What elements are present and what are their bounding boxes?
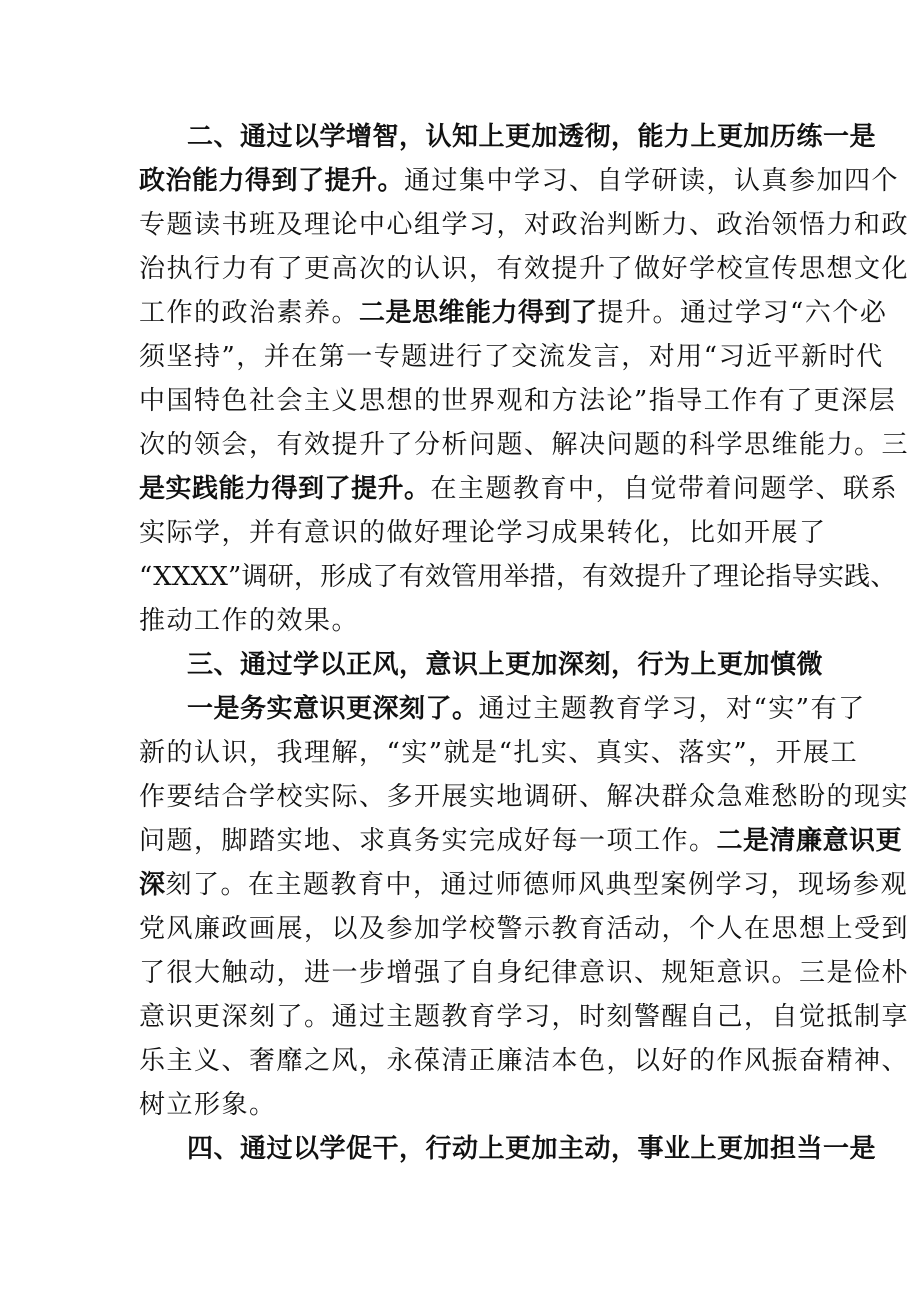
bold-phrase: 二是清廉意识更 [716,826,903,856]
body-text: 治执行力有了更高次的认识，有效提升了做好学校宣传思想文化 [139,254,910,284]
body-text: 专题读书班及理论中心组学习，对政治判断力、政治领悟力和政 [139,210,910,240]
body-text: “XXXX”调研，形成了有效管用举措，有效提升了理论指导实践、 [139,562,897,592]
body-text: 乐主义、奢靡之风，永葆清正廉洁本色，以好的作风振奋精神、 [139,1046,910,1076]
text-line [139,819,903,863]
text-line [139,555,897,599]
text-line [139,863,909,907]
text-line [139,775,910,819]
heading-text: 三、通过学以正风，意识上更加深刻，行为上更加慎微 [187,650,824,680]
body-text: 须坚持”，并在第一专题进行了交流发言，对用“习近平新时代 [139,342,884,372]
text-line [139,291,888,335]
body-text: 意识更深刻了。通过主题教育学习，时刻警醒自己，自觉抵制享 [139,1002,910,1032]
text-line [139,731,859,775]
text-line [139,907,910,951]
body-text: 提升。通过学习“六个必 [597,298,888,328]
section-heading-3 [187,643,824,687]
body-text: 通过主题教育学习，对“实”有了 [478,694,866,724]
body-text: 工作的政治素养。 [139,298,360,328]
bold-phrase: 一是务实意识更深刻了。 [187,694,479,724]
body-text: 中国特色社会主义思想的世界观和方法论”指导工作有了更深层 [139,386,897,416]
section-heading-2 [187,115,877,159]
text-line [139,1039,910,1083]
bold-phrase: 二是思维能力得到了 [359,298,598,328]
body-text: 实际学，并有意识的做好理论学习成果转化，比如开展了 [139,518,827,548]
body-text: 次的领会，有效提升了分析问题、解决问题的科学思维能力。三 [139,430,910,460]
bold-phrase: 政治能力得到了提升。 [139,166,405,196]
text-line [139,467,899,511]
body-text: 新的认识，我理解，“实”就是“扎实、真实、落实”，开展工 [139,738,859,768]
text-line [139,995,910,1039]
heading-text: 二、通过以学增智，认知上更加透彻，能力上更加历练一是 [187,122,877,152]
body-text: 党风廉政画展，以及参加学校警示教育活动，个人在思想上受到 [139,914,910,944]
text-line [139,423,910,467]
text-line [139,951,910,995]
text-line [139,159,900,203]
text-line [139,599,799,643]
body-text: 在主题教育中，自觉带着问题学、联系 [430,474,899,504]
text-line [139,379,897,423]
body-text: 通过集中学习、自学研读，认真参加四个 [404,166,900,196]
section-heading-4 [187,1127,877,1171]
text-line [139,247,910,291]
body-text: 了很大触动，进一步增强了自身纪律意识、规矩意识。三是俭朴 [139,958,910,988]
heading-text: 四、通过以学促干，行动上更加主动，事业上更加担当一是 [187,1134,877,1164]
body-text: 问题，脚踏实地、求真务实完成好每一项工作。 [139,826,717,856]
body-text: 作要结合学校实际、多开展实地调研、解决群众急难愁盼的现实 [139,782,910,812]
text-line [139,1083,799,1127]
body-text: 刻了。在主题教育中，通过师德师风典型案例学习，现场参观 [165,870,909,900]
text-line [139,511,827,555]
body-text: 推动工作的效果。 [139,606,360,636]
text-line [139,203,910,247]
body-text: 树立形象。 [139,1090,277,1120]
bold-phrase: 是实践能力得到了提升。 [139,474,431,504]
text-line [139,335,884,379]
bold-phrase: 深 [139,870,166,900]
text-line [187,687,866,731]
